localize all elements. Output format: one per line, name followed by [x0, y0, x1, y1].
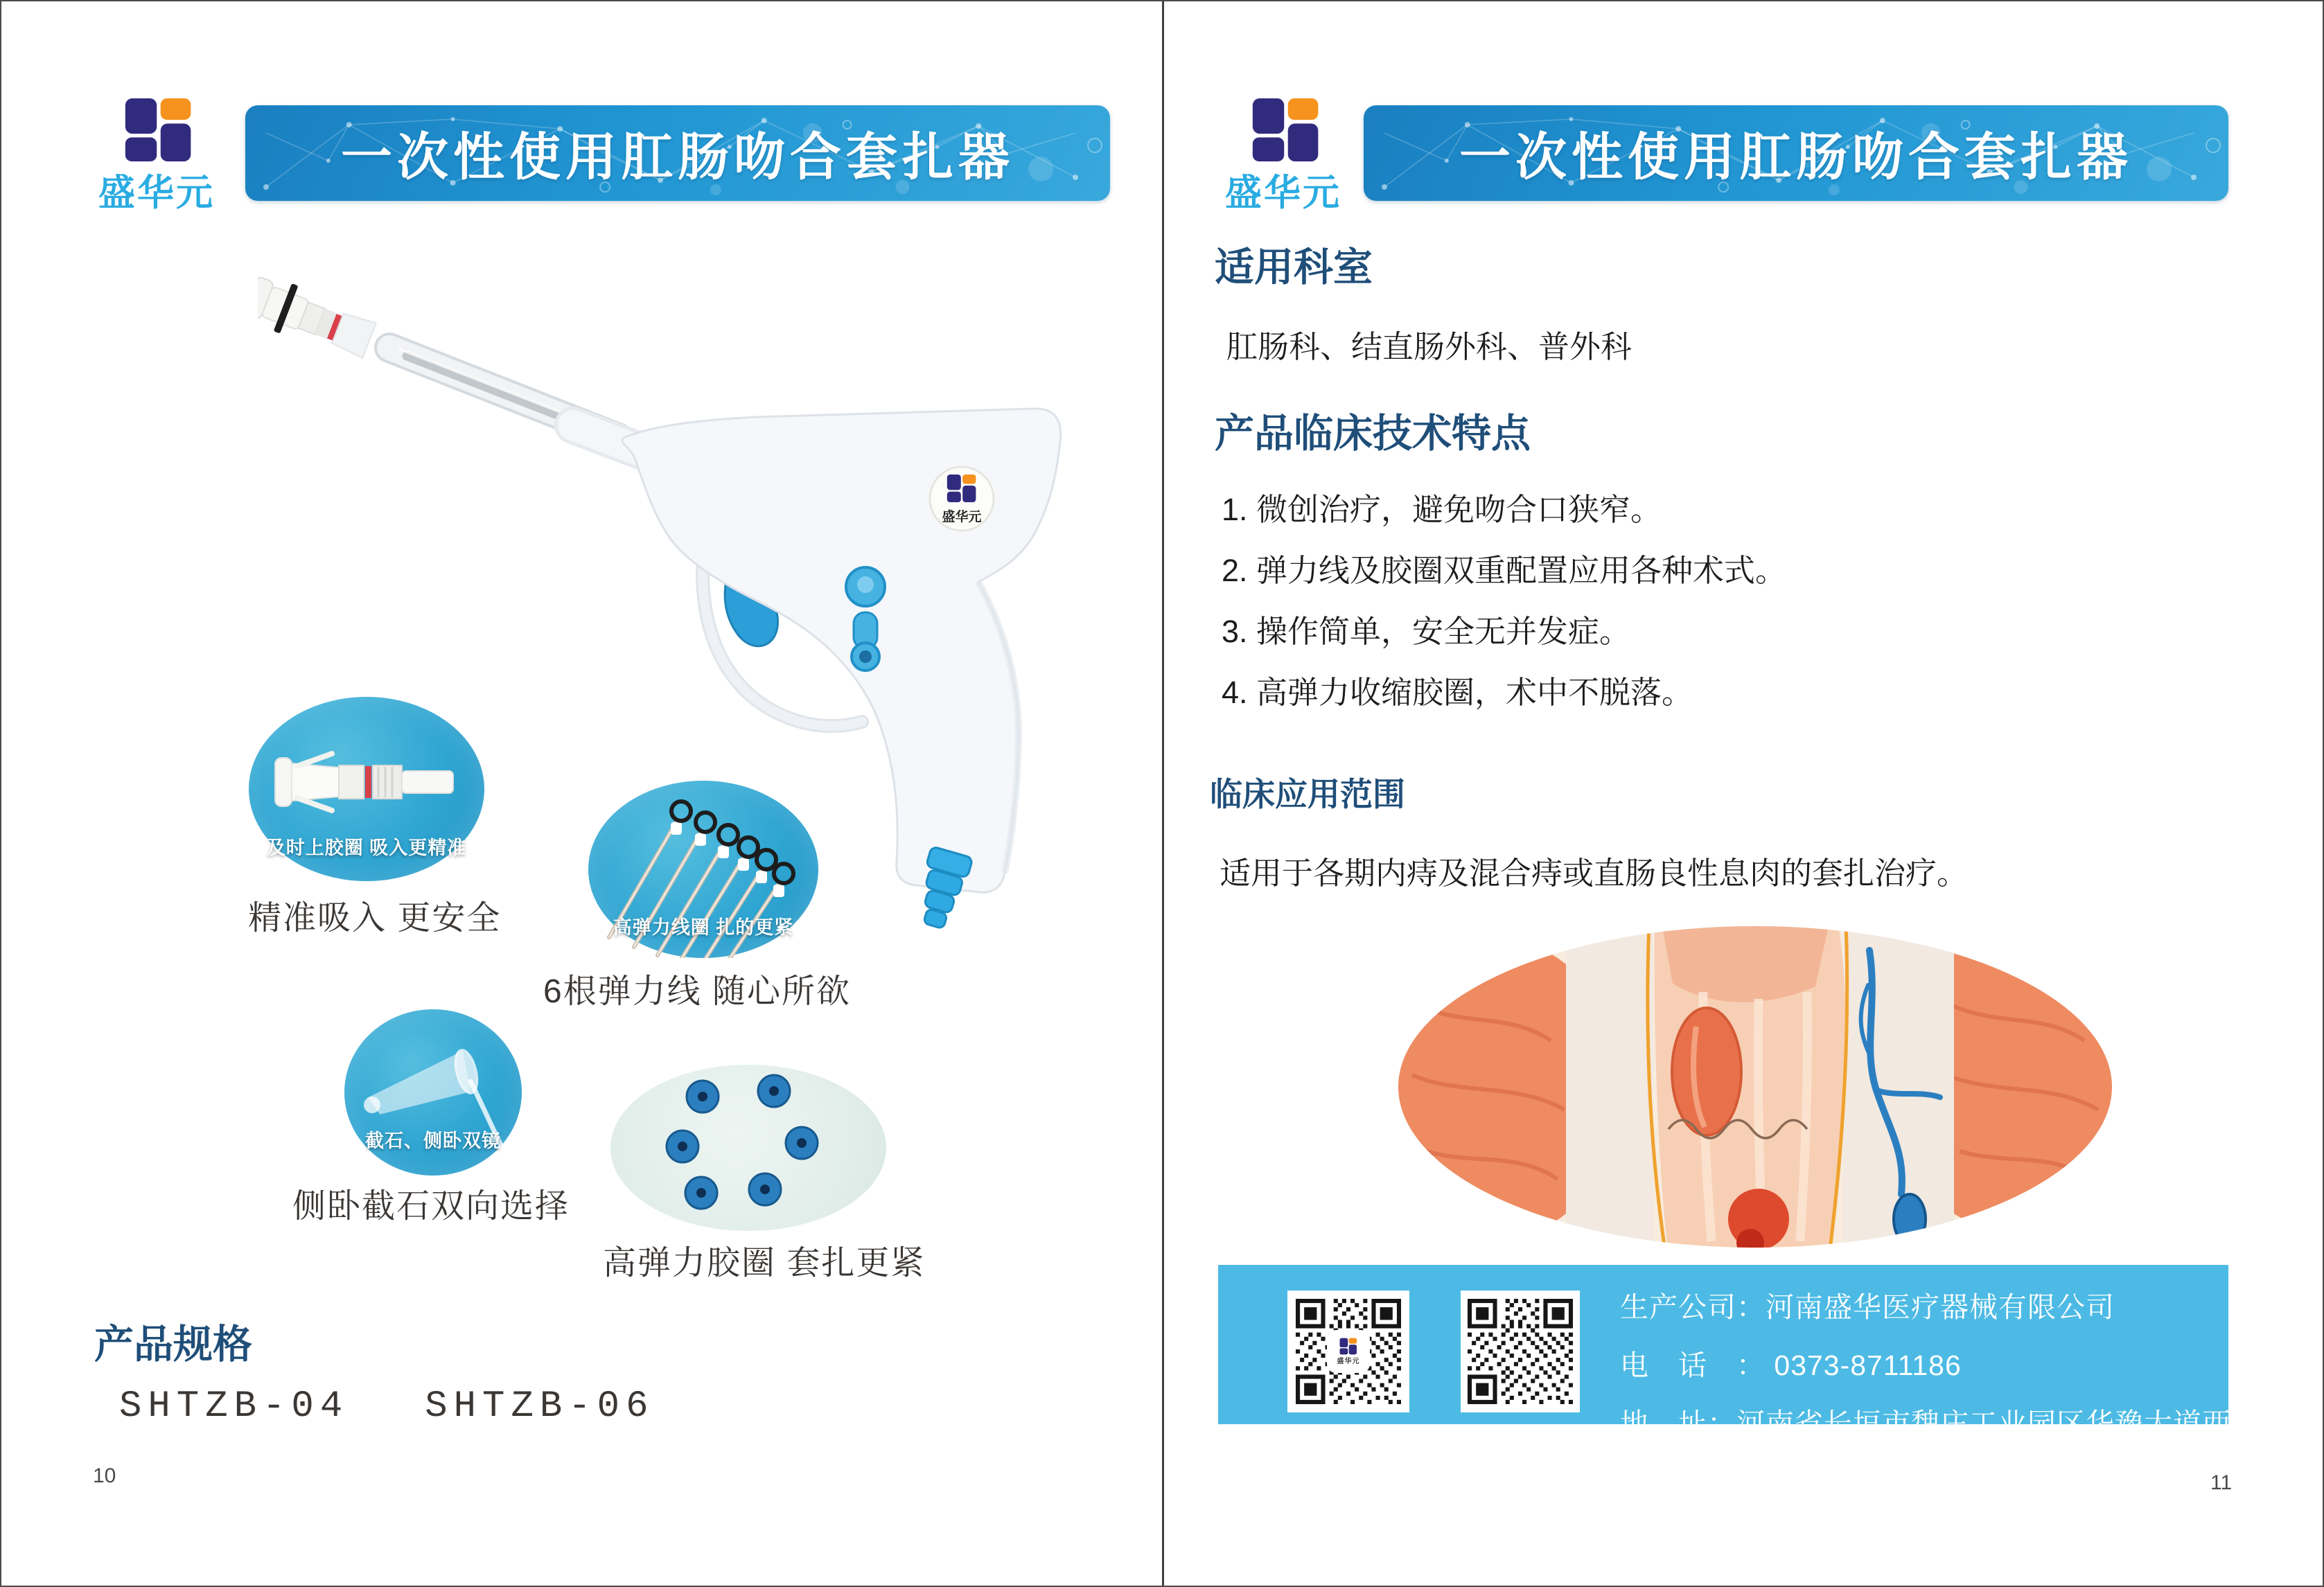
left-page — [1, 1, 1163, 1587]
contact-phone: 电 话 ： 0373-8711186 — [1620, 1349, 1962, 1381]
dept-heading: 适用科室 — [1215, 245, 1373, 290]
feature-item: 4. 高弹力收缩胶圈，术中不脱落。 — [1222, 675, 1693, 710]
scope-heading: 临床应用范围 — [1210, 776, 1405, 813]
callout-overlay-text: 截石、侧卧双镜 — [365, 1131, 501, 1151]
rubber-rings-graphic — [610, 1065, 886, 1231]
qr-code-website — [1461, 1291, 1580, 1412]
model-shtzb-04: SHTZB-04 — [119, 1385, 349, 1428]
callout-caption: 侧卧截石双向选择 — [292, 1188, 570, 1225]
shenghuayuan-logo-icon — [124, 97, 193, 163]
dept-body: 肛肠科、结直肠外科、普外科 — [1226, 329, 1632, 364]
model-numbers — [119, 1385, 731, 1428]
features-heading: 产品临床技术特点 — [1215, 411, 1531, 456]
features-list — [1222, 479, 1786, 723]
anatomy-illustration — [1391, 923, 2119, 1255]
tip-assembly — [258, 272, 378, 364]
feature-item: 2. 弹力线及胶圈双重配置应用各种术式。 — [1222, 553, 1787, 588]
logo-wordmark: 盛华元 — [98, 172, 215, 213]
contact-info — [1620, 1284, 2260, 1459]
callout-suction-circle — [249, 697, 484, 881]
page-title: 一次性使用肛肠吻合套扎器 — [341, 128, 1014, 186]
model-shtzb-06: SHTZB-06 — [425, 1385, 655, 1428]
page-number-left: 10 — [93, 1464, 116, 1487]
shenghuayuan-logo-icon — [1251, 97, 1321, 163]
shenghuayuan-logo-icon — [1339, 1338, 1357, 1355]
logo-wordmark: 盛华元 — [1225, 172, 1341, 213]
callout-rings-ellipse — [610, 1065, 886, 1231]
specs-heading: 产品规格 — [94, 1322, 252, 1367]
callout-elastic-lines-circle — [588, 781, 818, 958]
page-title-banner — [1364, 105, 2228, 201]
page-title: 一次性使用肛肠吻合套扎器 — [1459, 128, 2133, 186]
contact-box — [1218, 1265, 2260, 1439]
contact-company: 生产公司：河南盛华医疗器械有限公司 — [1620, 1291, 2115, 1323]
callout-caption: 精准吸入 更安全 — [248, 900, 502, 937]
scope-body: 适用于各期内痔及混合痔或直肠良性息肉的套扎治疗。 — [1220, 855, 1969, 891]
brand-badge — [930, 467, 994, 531]
qr-logo-text: 盛华元 — [1337, 1358, 1360, 1365]
callout-anoscope-circle — [344, 1009, 522, 1176]
callout-overlay-text: 高弹力线圈 扎的更紧 — [613, 917, 794, 938]
feature-item: 3. 操作简单，安全无并发症。 — [1222, 614, 1631, 649]
page-title-banner — [245, 105, 1110, 201]
callout-caption: 6根弹力线 随心所欲 — [543, 973, 852, 1010]
page-number-right: 11 — [2210, 1471, 2233, 1494]
svg-text:盛华元: 盛华元 — [942, 510, 982, 524]
callout-caption: 高弹力胶圈 套扎更紧 — [603, 1245, 926, 1282]
qr-center-logo — [1329, 1332, 1368, 1371]
right-page — [1163, 1, 2324, 1587]
contact-address: 地 址：河南省长垣市魏庄工业园区华豫大道西侧 — [1620, 1408, 2260, 1439]
callout-overlay-text: 及时上胶圈 吸入更精准 — [266, 837, 467, 858]
feature-item: 1. 微创治疗，避免吻合口狭窄。 — [1222, 492, 1662, 527]
